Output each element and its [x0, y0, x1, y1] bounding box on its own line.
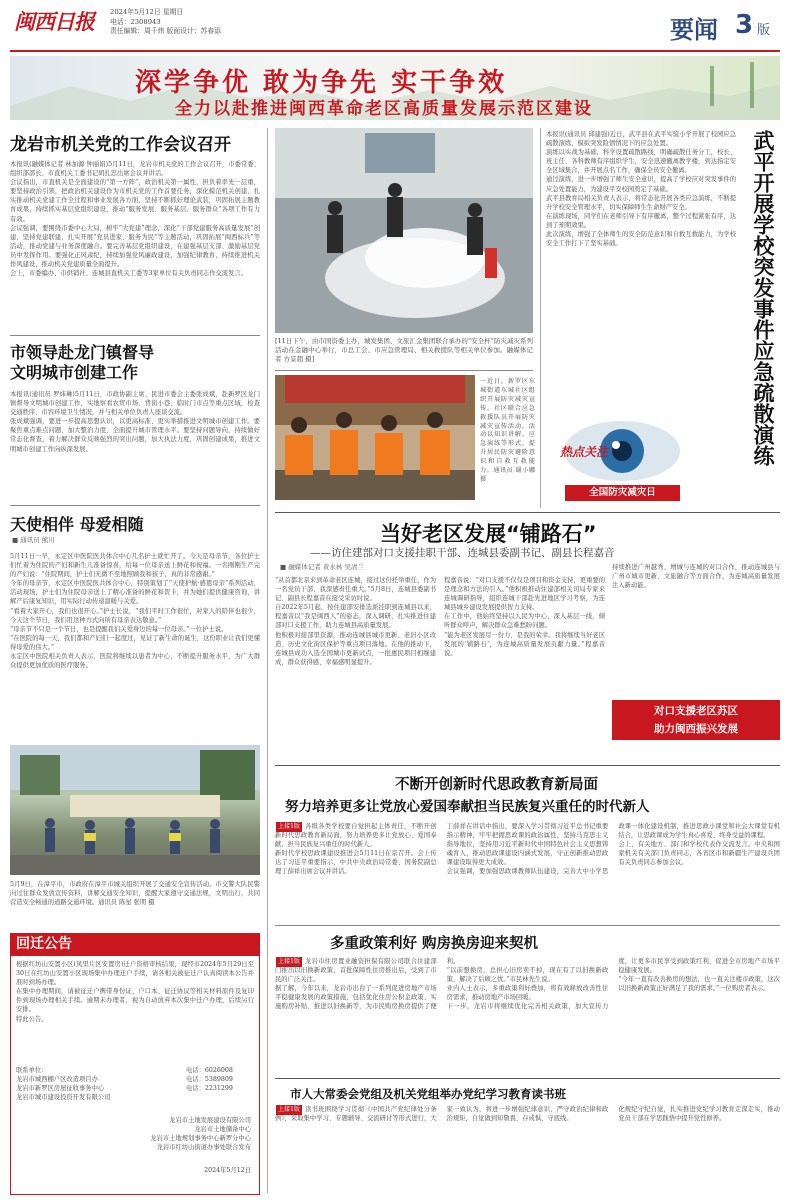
- article7-title: 多重政策利好 购房换房迎来契机: [330, 936, 539, 952]
- top-banner: [10, 56, 780, 120]
- article6-body: 各级各类学校要自觉担起主体责任，不断开创新时代思政教育新局面，努力培养更多让党放心、爱国奉献、担当民族复兴重任的时代新人。 新时代学校思政课建设推进会5月11日在京召开。会上传达了习近平重要指示，中共中央政治局常委、国务院副总理丁薛祥出席会议并讲话。 丁薛祥在讲话中指出，要深入学习贯彻习近平总书记重要指示精神，牢牢把握思政课的政治属性，坚持马克思主义指导地位，坚持用习近平新时代中国特色社会主义思想铸魂育人，推动思政课建设内涵式发展，守正创新推动思政课建设取得更大成效。 会议强调，要加强思政课教师队伍建设，完善大中小学思政课一体化建设机制，推进思政小课堂和社会大课堂有机结合，让思政课成为学生真心喜爱、终身受益的课程。 会上，有关地方、部门和学校代表作交流发言。中央和国家机关有关部门负责同志，各省区市和新疆生产建设兵团有关负责同志参加会议。: [275, 823, 780, 876]
- fire-drill-caption: [11日下午，由市国资委主办，城发集团、文旅汇金集团联合承办的“安全杯”防灾减灾系列活动在金融中心举行，市总工会、市应急管理局、相关救援队等相关单位参加。融媒体记者 方景超 摄]: [275, 337, 533, 364]
- banner-subtitle: 全力以赴推进闽西革命老区高质量发展示范区建设: [175, 99, 593, 119]
- page-unit: 版: [757, 23, 771, 38]
- article3-title: 武平开展学校突发事件应急疏散演练: [751, 130, 775, 466]
- traffic-safety-photo: [10, 745, 260, 875]
- page-number: 3: [735, 10, 754, 40]
- newspaper-logo: 闽西日报: [14, 10, 94, 34]
- announcement-phones: 电话：6026008 电话：5389809 电话：2231299: [186, 1067, 233, 1093]
- hot-focus-badge: [560, 415, 685, 505]
- article3-body: 本报讯(通讯员 邱建强)近日，武平县在武平实验小学开展了校园应急疏散演练，模拟突发险情情况下的应急处置。 演练以实战为基础，科学设置疏散路线，明确疏散任务分工，校长、班主任、各科教师有序组织学生，安全迅速撤离教学楼，到达指定安全区域集合，并开展点名工作，确保全员安全撤离。 通过演练，进一步增强了师生安全意识，提高了学校应对突发事件的应急处置能力，为建设平安校园奠定了基础。 武平县教育局相关负责人表示，将常态化开展各类应急演练，不断提升学校安全管理水平，切实保障师生生命财产安全。 在演练现场，同学们在老师引导下有序撤离，整个过程紧张有序，达到了预期效果。 此次演练，增强了全体师生的安全防范意识和自救互救能力，为学校安全工作打下了坚实基础。: [546, 131, 736, 248]
- article5-body-right: 持续推进广州越秀、增城与连城的对口合作，推动连城县与广州市城市更新、文旅融合等方面合作，为连城高质量发展注入新动能。: [612, 564, 780, 590]
- article6-title2: 努力培养更多让党放心爱国奉献担当民族复兴重任的时代新人: [285, 799, 650, 815]
- announcement-body: 根据红坊山安置小区(凤里片区安置房)迁户资格审核结果，现经市2024年5月29日至30日在红坊山安置小区现场集中办理迁户手续，请各相关被征迁户认真阅读本公告并准时到场办理。 在集中办理期间，请被征迁户携带身份证、户口本、征迁协议等相关材料原件及复印件到现场办理相关手续。逾期未办理者，视为自动放弃本次集中迁户办理，后续另行安排。 特此公告。: [16, 961, 254, 1023]
- masthead: [0, 0, 790, 50]
- article1-body: 本报讯(融媒体记者 林加源 钟丽娟)5月11日，龙岩市机关党的工作会议召开，市委常委、组织部部长、市直机关工委书记胡扎忠出席会议并讲话。 会议指出，市直机关是全面建设的“第一方阵”，政治机关第一属性，担负着率先一层重，要坚持政治引领，把政治机关建设作为市机关党的工作首要任务，深化模范机关创建，扎实推动机关党建工作全过程和事业发展各方面，坚持不断抓好理论武装，巩固拓展主题教育成果，持续抓实基层党组织建设，推动“服务发展、服务基层、服务群众”各项工作有力有效。 会议强调，要围绕市委中心大局，树牢“大党建”理念，深化“干部党建服务高质量发展”创建，坚持党建联建，扎实开展“党员进家、服务为民”等主题活动，巩固拓展“闽西标兵”等活动，推动党建与业务深度融合。要完善基层党组织建设，在建强基层支部、激励基层党员中发挥作用。要强化正风肃纪，持续加强党风廉政建设，加强纪律教育，持续推进机关作风建设，推动机关党建质量全面提升。 会上，市委编办、市供销社、连城县直机关工委等3家单位有关负责同志作交流发言。: [10, 161, 260, 278]
- fire-drill-photo: [275, 128, 533, 333]
- article2-title: 市领导赴龙门镇督导 文明城市创建工作: [10, 343, 155, 382]
- section-label: 要闻: [670, 16, 718, 44]
- community-drill-caption: 一近日，新罗区东城街道东城社区组织开展防灾减灾宣传，社区联合应急救援队员开展防灾减灾宣传活动，活动以知识讲解、应急演练等形式，提升居民防灾避险意识和自救互救能力。通讯员 谢小娜 摄: [480, 378, 537, 483]
- traffic-photo-caption: 5月9日，在漳平市，市政府在漳平市城关组织开展了交通安全宣传活动。市交警大队民警向过往群众发放宣传资料，讲解交通安全知识，提醒大家遵守交通法规，文明出行，共同营造安全畅通的道路交通环境。通讯员 陈星 张明 摄: [10, 881, 260, 907]
- article6-title1: 不断开创新时代思政教育新局面: [395, 777, 598, 793]
- announcement-units: 联系单位： 龙岩市城西棚户区改造项目办 龙岩市新罗区房屋征收事务中心 龙岩市城市建设投资开发有限公司: [16, 1067, 111, 1102]
- fire-drill-graphic: [275, 128, 533, 333]
- issue-info: [110, 8, 330, 37]
- article5-title: 当好老区发展“铺路石”: [380, 522, 597, 546]
- hot-focus-label: 热点关注: [560, 445, 609, 459]
- announcement-date: 2024年5月12日: [204, 1167, 251, 1174]
- banner-slogan: 深学争优 敢为争先 实干争效: [135, 68, 508, 98]
- article4-byline: ■ 通讯员 熊川: [12, 536, 55, 544]
- article8-body: 读书班围绕学习贯彻《中国共产党纪律处分条例》，采取集中学习、专题辅导、交流研讨等形式进行，大家一致认为，将进一步增强纪律意识，严守政治纪律和政治规矩，自觉做到知敬畏、存戒惧、守底线。 化规纪守纪自觉，扎实推进党纪学习教育走深走实，推动党员干部在学思践悟中提升党性修养。: [275, 1106, 780, 1123]
- community-drill-graphic: [275, 375, 475, 500]
- issue-phone: 电话：2308943: [110, 17, 161, 26]
- community-drill-photo: [275, 375, 475, 500]
- article4-body: 5月11日一早，永定区中医院医共体合中心几名护士就忙开了。今天是母亲节，各位护士们忙着为住院的产妇和新生儿准备惊喜，给每一位母亲送上鲜花和祝福。一名刚刚生产完的产妇说：“住院期间，护士们无微不至地照顾我和孩子，真的非常感谢。” 今年的母亲节，永定区中医院医共体合中心，特别策划了“天使护航·感恩母亲”系列活动，活动现场，护士们为住院母亲送上了精心准备的鲜花和贺卡，并为她们提供健康咨询，讲解产后康复知识，用实际行动传递温暖与关爱。 “看着大家开心，我们也很开心。”护士长说，“我们平时工作很忙，对家人的陪伴也很少，今天这个节日，我们用这种方式向所有母亲表达敬意。” “母亲节不只是一个节日，也是提醒我们关爱身边的每一位母亲。”一位护士说。 “在医院的每一天，我们都和产妇们一起度过，见证了新生命的诞生，这份职业让我们更懂得母爱的伟大。” 永定区中医院相关负责人表示，医院将继续以患者为中心，不断提升服务水平，为广大群众提供更加优质的医疗服务。: [10, 553, 260, 670]
- article5-body: “从首都北京来到革命老区连城，接过这份托举重任，作为一名党员干部，我深感责任重大。”5月8日，连城县委副书记、副县长程嘉音在接受采访时说。 自2022年5月起，按住建部安排选派挂职到连城县以来，程嘉音以“我是闽西人”的姿态，深入调研，扎实推进住建部对口支援工作，助力连城县高质量发展。 他积极对接部里资源，推动连城县城市更新、老旧小区改造、历史文化街区保护等重点项目落地。在他的推动下，连城县成功入选全国城市更新试点，一批惠民项目相继建成，群众获得感、幸福感明显提升。 程嘉音说：“对口支援不仅仅是项目和资金支持，更重要的是理念和方法的引入。”他积极推动住建部相关司局专家来连城调研指导，组织连城干部赴先进地区学习考察，为连城县城乡建设发展提供智力支持。 在工作中，他始终坚持以人民为中心，深入基层一线，倾听群众呼声，解决群众急难愁盼问题。 “能为老区发展尽一份力，是我的荣幸。我将继续当好老区发展的‘铺路石’，为连城高质量发展贡献力量。”程嘉音说。: [275, 577, 605, 666]
- article7-body: 龙岩市住房置业融资担保有限公司联合住建部门推出以旧换新政策，首批保障性住房推出后，受到了市民的广泛关注。 据了解，今年以来，龙岩市出台了一系列促进房地产市场平稳健康发展的政策措施，包括优化住房公积金政策、实施购房补贴、推进以旧换新等，为市民购房换房提供了便利。 “以前想换房，总担心旧房卖不掉，现在有了以旧换新政策，解决了后顾之忧。”市民林先生说。 业内人士表示，多重政策利好叠加，将有效释放改善性住房需求，推动房地产市场回暖。 下一步，龙岩市将继续优化完善相关政策，加大宣传力度，让更多市民享受到政策红利，促进全市房地产市场平稳健康发展。 “今年一直有改善换房的想法，也一直关注楼市政策，这次以旧换新政策正好满足了我的需求。”一位购房者表示。: [275, 958, 780, 1011]
- article8-tag: 上接1版: [276, 1105, 302, 1115]
- announcement-box: [10, 955, 260, 1195]
- support-box: 对口支援老区苏区 助力闽西振兴发展: [612, 700, 780, 740]
- traffic-scene-graphic: [10, 745, 260, 875]
- announcement-signers: 龙岩市土地发展建设有限公司 龙岩市土地储备中心 龙岩市土地规划事务中心新罗分中心 龙岩市红坊山街道办事处联合发布: [150, 1117, 251, 1152]
- article6-tag: 上接1版: [276, 822, 302, 832]
- article2-body: 本报讯(通讯员 罗炜琳)5月11日，市政协副主席、民进市委会主委张成斌，赴新罗区龙门镇督导文明城市创建工作，实地察看农贸市场、背街小巷、临时门市点等重点区域，检查交通秩序、市容环境卫生情况，并与相关单位负责人座谈交流。 张成斌强调，要进一步提高思想认识，以更高标准、更实举措推进文明城市创建工作。要聚焦重点难点问题，加大整治力度，全面提升城市管理水平。要坚持问题导向，持续做好常态化督查，着力解决群众反映强烈的突出问题，加大执法力度，巩固创建成果，推进文明城市创建工作向纵深发展。: [10, 391, 260, 453]
- issue-date: 2024年5月12日 星期日: [110, 8, 184, 16]
- article7-tag: 上接1版: [276, 957, 302, 967]
- article5-subtitle: ——访住建部对口支援挂职干部、连城县委副书记、副县长程嘉音: [310, 547, 615, 559]
- article8-title: 市人大常委会党组及机关党组举办党纪学习教育读书班: [290, 1087, 566, 1101]
- article1-title: 龙岩市机关党的工作会议召开: [10, 135, 231, 155]
- article4-title: 天使相伴 母爱相随: [10, 515, 144, 534]
- article5-byline: ■ 融媒体记者 黄水林 吴清兰: [280, 563, 364, 571]
- disaster-day-label: 全国防灾减灾日: [565, 485, 680, 501]
- issue-editors: 责任编辑：周千炜 版面设计：苏春添: [110, 27, 221, 35]
- announcement-title: 回迁公告: [10, 933, 260, 955]
